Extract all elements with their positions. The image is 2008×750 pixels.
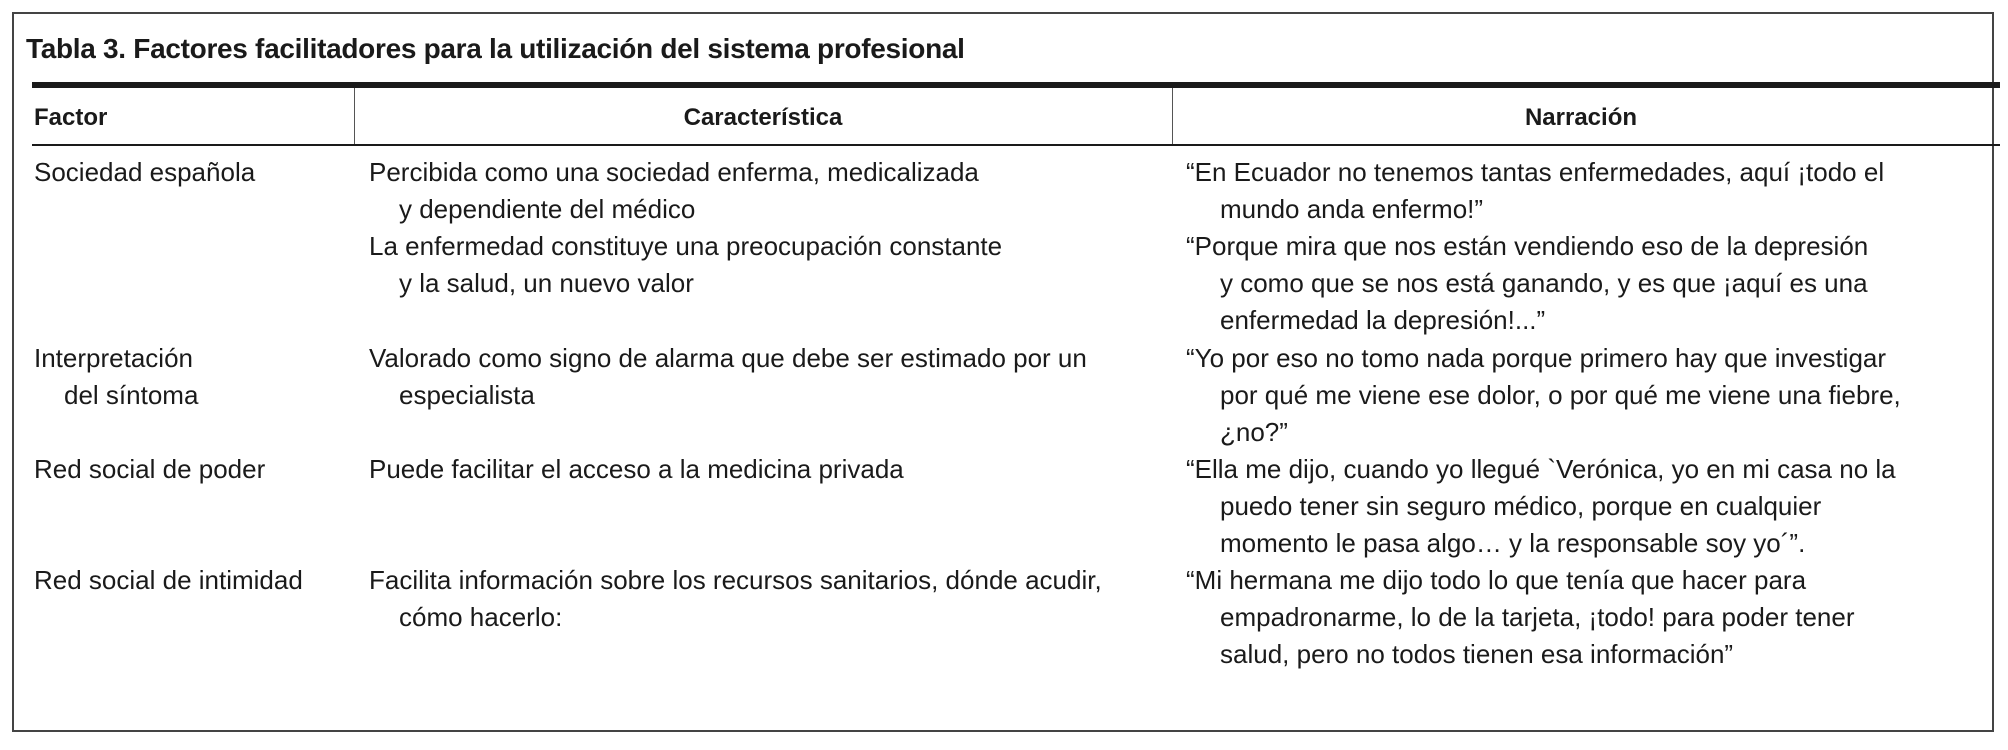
text-line: “Yo por eso no tomo nada porque primero hay que investigar (1186, 343, 1887, 373)
table-title: Tabla 3. Factores facilitadores para la utilización del sistema profesional (26, 33, 965, 64)
text-line: La enfermedad constituye una preocupación constante (369, 231, 1003, 261)
title-rule (32, 82, 2000, 88)
row-1-narracion-1 (1186, 154, 1884, 228)
header-rule (32, 144, 2000, 146)
text-line: y como que se nos está ganando, y es que ¡aquí es una (1220, 268, 1868, 298)
row-1-caracteristica-2 (369, 228, 1002, 302)
row-4-narracion (1186, 562, 1855, 673)
factor-line: del síntoma (64, 380, 199, 410)
row-2-factor (34, 340, 198, 414)
text-line: ¿no?” (1220, 417, 1288, 447)
text-line: especialista (399, 380, 535, 410)
text-line: cómo hacerlo: (399, 602, 563, 632)
text-line: empadronarme, lo de la tarjeta, ¡todo! para poder tener (1220, 602, 1855, 632)
text-line: y dependiente del médico (399, 194, 696, 224)
text-line: mundo anda enfermo!” (1220, 194, 1484, 224)
text-line: “Mi hermana me dijo todo lo que tenía que hacer para (1186, 565, 1807, 595)
row-4-caracteristica (369, 562, 1102, 636)
text-line: momento le pasa algo… y la responsable soy yo´”. (1220, 528, 1806, 558)
row-1-caracteristica-1 (369, 154, 979, 228)
table-frame (12, 12, 1994, 732)
header-caracteristica: Característica (683, 104, 843, 131)
text-line: Puede facilitar el acceso a la medicina privada (369, 454, 904, 484)
row-3-caracteristica (369, 451, 904, 488)
factor-line: Interpretación (34, 343, 193, 373)
factor-line: Red social de poder (34, 454, 266, 484)
text-line: “Porque mira que nos están vendiendo eso de la depresión (1186, 231, 1869, 261)
row-2-caracteristica (369, 340, 1087, 414)
text-line: y la salud, un nuevo valor (399, 268, 694, 298)
row-3-narracion (1186, 451, 1896, 562)
factor-line: Sociedad española (34, 157, 256, 187)
row-3-factor (34, 451, 265, 488)
row-2-narracion (1186, 340, 1901, 451)
factor-line: Red social de intimidad (34, 565, 303, 595)
text-line: “Ella me dijo, cuando yo llegué `Verónica, yo en mi casa no la (1186, 454, 1896, 484)
row-1-factor (34, 154, 255, 191)
text-line: Valorado como signo de alarma que debe ser estimado por un (369, 343, 1087, 373)
header-narracion: Narración (1524, 104, 1638, 131)
text-line: Percibida como una sociedad enferma, medicalizada (369, 157, 979, 187)
text-line: puedo tener sin seguro médico, porque en cualquier (1220, 491, 1822, 521)
text-line: “En Ecuador no tenemos tantas enfermedades, aquí ¡todo el (1186, 157, 1885, 187)
row-4-factor (34, 562, 303, 599)
text-line: salud, pero no todos tienen esa información” (1220, 639, 1734, 669)
text-line: por qué me viene ese dolor, o por qué me viene una fiebre, (1220, 380, 1901, 410)
header-factor: Factor (34, 104, 108, 131)
row-1-narracion-2 (1186, 228, 1868, 339)
text-line: Facilita información sobre los recursos sanitarios, dónde acudir, (369, 565, 1102, 595)
text-line: enfermedad la depresión!...” (1220, 305, 1546, 335)
